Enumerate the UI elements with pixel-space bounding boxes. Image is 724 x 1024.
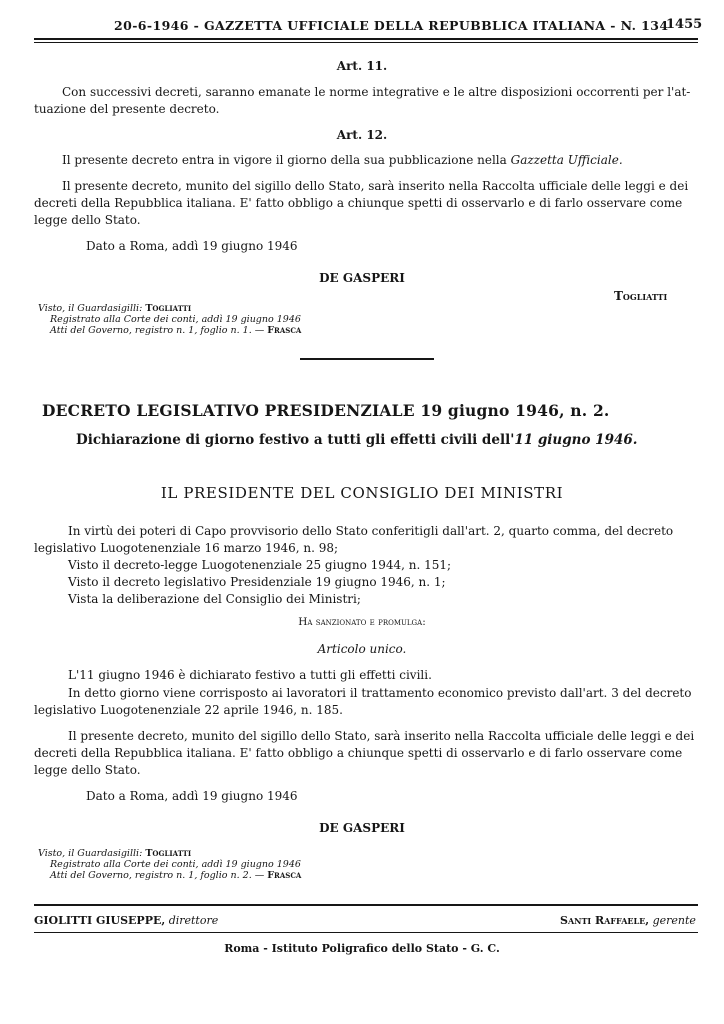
visto-label-2: Visto, il Guardasigilli: (38, 848, 143, 859)
seal2-line2: decreti della Repubblica italiana. E' fatto obbligo a chiunque spetti di osservarlo e di farlo osservare come (34, 746, 683, 760)
countersign-togliatti: Togliatti (614, 289, 668, 303)
body-line1: L'11 giugno 1946 è dichiarato festivo a tutti gli effetti civili. (68, 668, 432, 682)
seal2-line1: Il presente decreto, munito del sigillo dello Stato, sarà inserito nella Raccolta ufficiale delle leggi e dei (68, 729, 695, 743)
footer-rule-top (34, 904, 698, 906)
president-heading: IL PRESIDENTE DEL CONSIGLIO DEI MINISTRI (160, 484, 564, 502)
visto-decreto-legislativo: Visto il decreto legislativo Presidenziale 19 giugno 1946, n. 1; (68, 575, 446, 589)
footer-director (34, 913, 218, 929)
header-gazette: GAZZETTA UFFICIALE DELLA REPUBBLICA ITALIANA (203, 18, 606, 33)
header-number: N. 134 (620, 18, 669, 33)
preamble-line2: legislativo Luogotenenziale 16 marzo 1946, n. 98; (34, 541, 339, 555)
art12-line1 (62, 152, 623, 168)
decree2-subtitle (76, 432, 637, 448)
decree2-title: DECRETO LEGISLATIVO PRESIDENZIALE 19 giugno 1946, n. 2. (42, 401, 610, 420)
header-rule-thick (34, 38, 698, 40)
atti-name-2: Frasca (267, 870, 302, 881)
seal1-line2: decreti della Repubblica italiana. E' fatto obbligo a chiunque spetti di osservarlo e di farlo osservare come (34, 196, 683, 210)
atti-text-1: Atti del Governo, registro n. 1, foglio n. 1. — (50, 325, 265, 336)
running-header: 20-6-1946 - GAZZETTA UFFICIALE DELLA REPUBBLICA ITALIANA - N. 134 (114, 18, 669, 33)
atti-line-2 (50, 870, 301, 881)
body2-line2: legislativo Luogotenenziale 22 aprile 1946, n. 185. (34, 703, 343, 717)
art11-line1: Con successivi decreti, saranno emanate le norme integrative e le altre disposizioni occorrenti per l'at- (62, 85, 691, 99)
seal1-line1: Il presente decreto, munito del sigillo dello Stato, sarà inserito nella Raccolta ufficiale delle leggi e dei (62, 179, 689, 193)
body2-line1: In detto giorno viene corrisposto ai lavoratori il trattamento economico previsto dall'art. 3 del decreto (68, 686, 692, 700)
printer-line: Roma - Istituto Poligrafico dello Stato - G. C. (224, 942, 500, 955)
signature-de-gasperi-1: DE GASPERI (319, 271, 405, 285)
registrato-line-2: Registrato alla Corte dei conti, addì 19 giugno 1946 (50, 859, 301, 870)
art12-heading: Art. 12. (336, 128, 388, 142)
header-rule-thin (34, 42, 698, 43)
atti-line-1 (50, 325, 301, 336)
visto-line-2 (38, 848, 191, 859)
visto-label-1: Visto, il Guardasigilli: (38, 303, 143, 314)
director-role: direttore (168, 914, 219, 927)
visto-line-1 (38, 303, 191, 314)
preamble-line1: In virtù dei poteri di Capo provvisorio dello Stato conferitigli dall'art. 2, quarto comma, del decreto (68, 524, 674, 538)
signature-de-gasperi-2: DE GASPERI (319, 821, 405, 835)
header-date: 20-6-1946 (114, 18, 189, 33)
seal2-line3: legge dello Stato. (34, 763, 141, 777)
articolo-unico-heading: Articolo unico. (317, 642, 407, 656)
art11-heading: Art. 11. (336, 59, 388, 73)
footer-rule-bottom (34, 932, 698, 933)
page-number: 1455 (666, 17, 703, 32)
visto-decreto-legge: Visto il decreto-legge Luogotenenziale 25 giugno 1944, n. 151; (68, 558, 452, 572)
manager-name: Santi Raffaele, (560, 914, 650, 927)
visto-name-2: Togliatti (145, 848, 192, 859)
sanziona-promulga: Ha sanzionato e promulga: (298, 616, 426, 628)
gazzetta-ufficiale-italic: Gazzetta Ufficiale. (510, 153, 623, 167)
date-line-1: Dato a Roma, addì 19 giugno 1946 (86, 239, 298, 253)
art11-line2: tuazione del presente decreto. (34, 102, 220, 116)
seal1-line3: legge dello Stato. (34, 213, 141, 227)
visto-name-1: Togliatti (145, 303, 192, 314)
art12-line1-text: Il presente decreto entra in vigore il giorno della sua pubblicazione nella (62, 153, 511, 167)
decree2-subtitle-text: Dichiarazione di giorno festivo a tutti gli effetti civili dell' (76, 432, 515, 448)
atti-text-2: Atti del Governo, registro n. 1, foglio n. 2. — (50, 870, 265, 881)
vista-deliberazione: Vista la deliberazione del Consiglio dei Ministri; (68, 592, 361, 606)
director-name: GIOLITTI GIUSEPPE, (34, 914, 166, 927)
footer-manager (560, 913, 696, 929)
manager-role: gerente (652, 914, 696, 927)
decree2-subtitle-date: 11 giugno 1946. (514, 432, 638, 448)
date-line-2: Dato a Roma, addì 19 giugno 1946 (86, 789, 298, 803)
atti-name-1: Frasca (267, 325, 302, 336)
section-separator-rule (300, 358, 434, 360)
registrato-line-1: Registrato alla Corte dei conti, addì 19 giugno 1946 (50, 314, 301, 325)
